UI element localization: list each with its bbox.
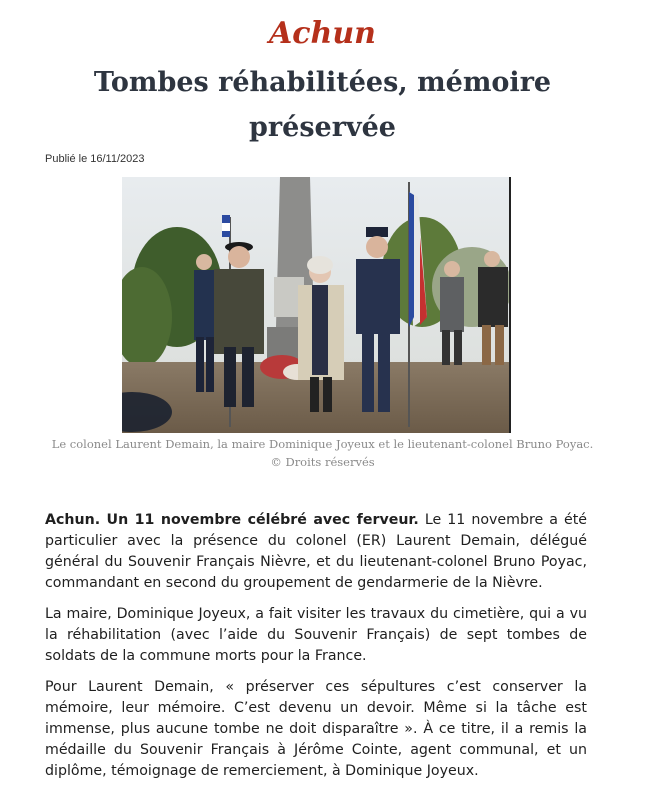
article-kicker[interactable]: Achun (269, 16, 376, 51)
article-paragraph-1 (45, 510, 587, 594)
article-paragraph-2: La maire, Dominique Joyeux, a fait visiter les travaux du cimetière, qui a vu la réhabilitation (avec l’aide du Souvenir Français) de sept tombes de soldats de la commune morts pour la France. (45, 606, 587, 664)
article-paragraph-1-text: Le 11 novembre a été particulier avec la présence du colonel (ER) Laurent Demain, délégué général du Souvenir Français Nièvre, et du lieutenant-colonel Bruno Poyac, commandant en second du groupement de gendarmerie de la Nièvre. (45, 512, 587, 591)
article-body (45, 510, 587, 792)
article-title: Tombes réhabilitées, mémoire préservée (93, 67, 552, 143)
ceremony-photo-illustration (122, 177, 509, 433)
article-lead: Achun. Un 11 novembre célébré avec ferveur. (45, 512, 419, 528)
article-header (0, 14, 645, 150)
photo-caption: Le colonel Laurent Demain, la maire Dominique Joyeux et le lieutenant-colonel Bruno Poyac. © Droits réservés (51, 437, 594, 469)
article-photo[interactable] (122, 177, 511, 433)
publication-date: Publié le 16/11/2023 (45, 153, 145, 165)
article-paragraph-3: Pour Laurent Demain, « préserver ces sépultures c’est conserver la mémoire, leur mémoire. C’est devenu un devoir. Même si la tâche est immense, plus aucune tombe ne doit disparaître ». À ce titre, il a remis la médaille du Souvenir Français à Jérôme Cointe, agent communal, et un diplôme, témoignage de remerciement, à Dominique Joyeux. (45, 679, 587, 779)
